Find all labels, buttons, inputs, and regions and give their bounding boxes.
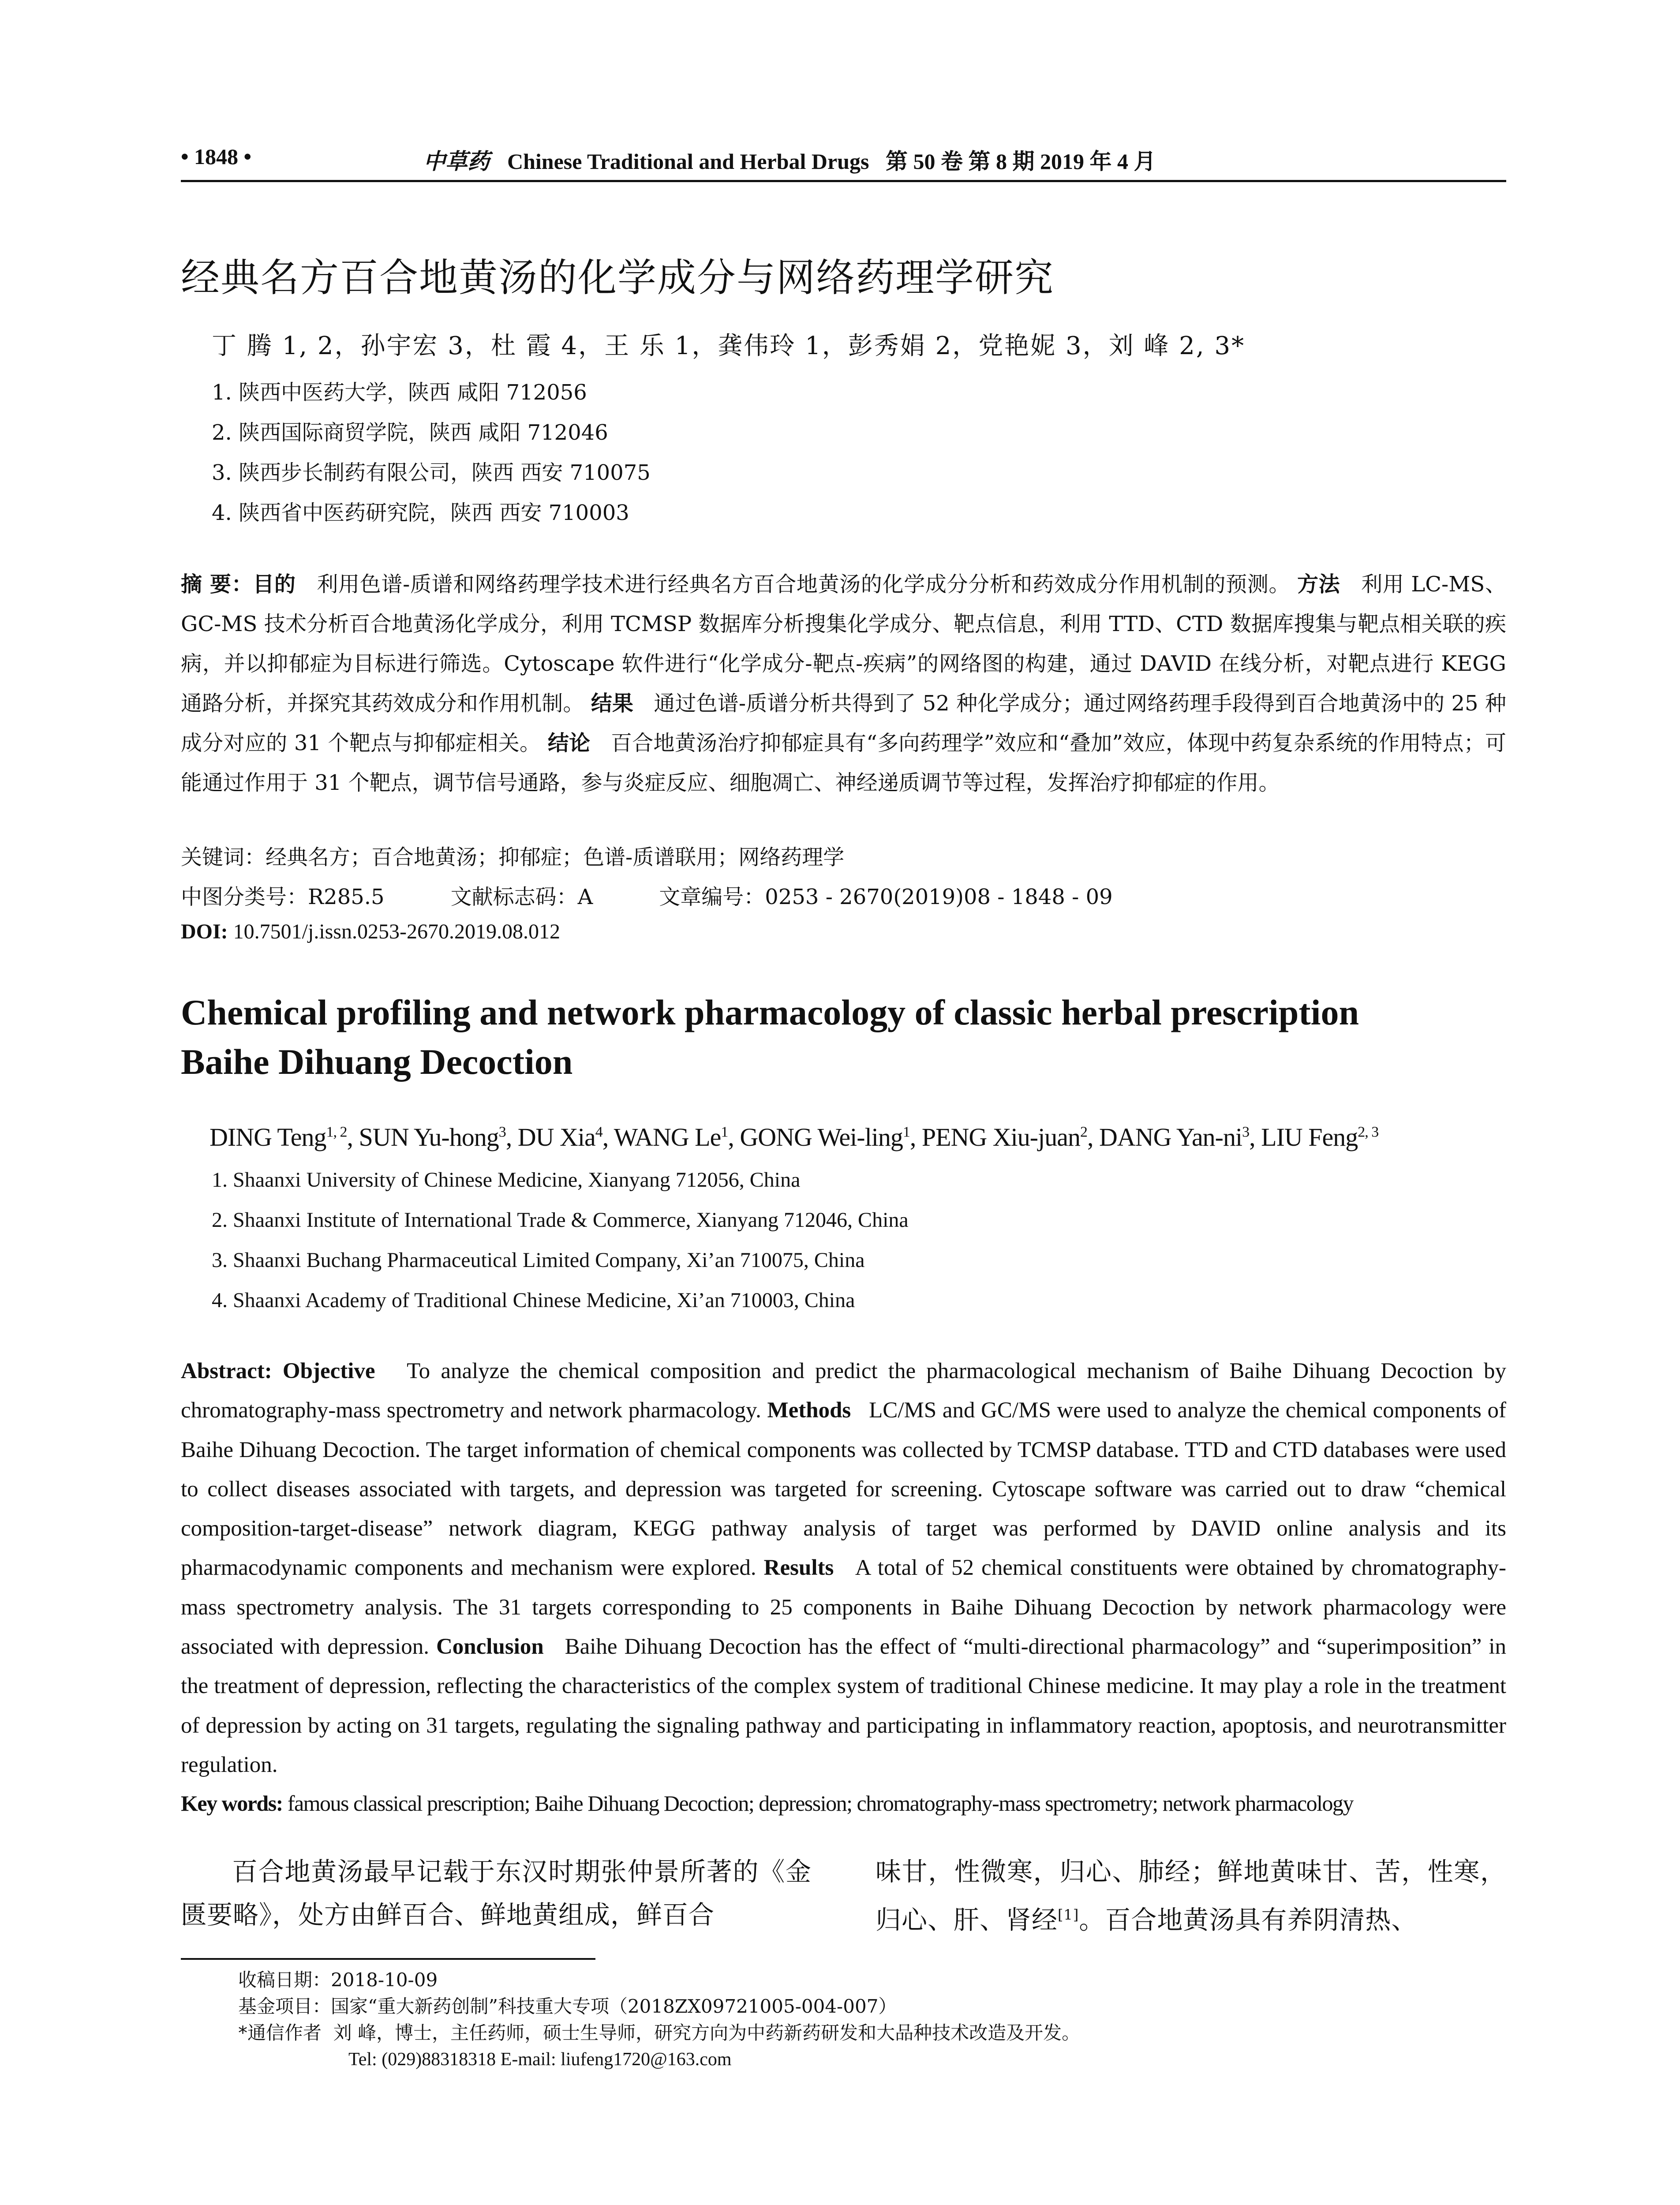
body-column-right: [876, 1850, 1506, 1941]
keywords-label: 关键词：: [181, 845, 266, 870]
title-english-line: Chemical profiling and network pharmacology of classic herbal prescription: [181, 992, 1359, 1032]
body-paragraph-tail: 。百合地黄汤具有养阴清热、: [1079, 1905, 1418, 1935]
authors-chinese: 丁 腾 1, 2，孙宇宏 3，杜 霞 4，王 乐 1，龚伟玲 1，彭秀娟 2，党艳妮 3，刘 峰 2, 3*: [212, 332, 1246, 360]
doi-line: [181, 919, 560, 944]
footnote-contact: Tel: (029)88318318 E-mail: liufeng1720@163.com: [348, 2049, 732, 2070]
keywords-english: [181, 1790, 1353, 1816]
keywords-text: famous classical prescription; Baihe Dihuang Decoction; depression; chromatography-mass spectrometry; network pharmacology: [287, 1791, 1354, 1816]
abstract-objective-label: Abstract: Objective: [181, 1359, 375, 1383]
objective-text: To analyze the chemical composition and predict the pharmacological mechanism of Baihe Dihuang Decoction by chromatography-mass spectrometry and network pharmacology.: [181, 1359, 1506, 1423]
affiliation-item: 4. 陕西省中医药研究院，陕西 西安 710003: [212, 501, 629, 525]
author-affiliation-mark: 4: [595, 1124, 602, 1140]
running-header: [181, 140, 1506, 182]
doc-code-value: A: [577, 885, 593, 909]
author-affiliation-mark: 3: [1242, 1124, 1250, 1140]
doi-label: DOI:: [181, 920, 228, 943]
title-chinese: 经典名方百合地黄汤的化学成分与网络药理学研究: [181, 255, 1055, 300]
affiliation-item: 1. Shaanxi University of Chinese Medicine, Xianyang 712056, China: [212, 1168, 801, 1192]
methods-text: 利用 LC-MS、GC-MS 技术分析百合地黄汤化学成分，利用 TCMSP 数据库分析搜集化学成分、靶点信息，利用 TTD、CTD 数据库搜集与靶点相关联的疾病，并以抑郁症为目标进行筛选。Cytoscape 软件进行“化学成分-靶点-疾病”的网络图的构建，通过 DAVID 在线分析，对靶点进行 KEGG 通路分析，并探究其药效成分和作用机制。: [181, 572, 1506, 716]
journal-header: [423, 144, 1156, 176]
affiliations-english: [212, 1160, 909, 1320]
reference-mark: [1]: [1058, 1906, 1079, 1923]
author-affiliation-mark: 1: [721, 1124, 728, 1140]
conclusion-text: Baihe Dihuang Decoction has the effect of “multi-directional pharmacology” and “superimposition” in the treatment of depression, reflecting the characteristics of the complex system of traditional Chinese medicine. It may play a role in the treatment of depression by acting on 31 targets, regulating the signaling pathway and participating in inflammatory reaction, apoptosis, and neurotransmitter regulation.: [181, 1634, 1507, 1777]
authors-english: DING Teng$^{1, 2}$, SUN Yu-hong$^3$, DU Xia$^4$, WANG Le$^1$, GONG Wei-ling$^1$, PENG Xiu-juan$^2$, DANG Yan-$ni^3$, LIU Feng$^{2, 3}$: [210, 1123, 1379, 1151]
body-paragraph: 味甘，性微寒，归心、肺经；鲜地黄味甘、苦，性寒，归心、肝、肾经: [876, 1857, 1506, 1935]
author-affiliation-mark: 3: [498, 1124, 506, 1140]
conclusion-text: 百合地黄汤治疗抑郁症具有“多向药理学”效应和“叠加”效应，体现中药复杂系统的作用特点；可能通过作用于 31 个靶点，调节信号通路，参与炎症反应、细胞凋亡、神经递质调节等过程，发挥治疗抑郁症的作用。: [181, 731, 1506, 795]
author: LIU Feng: [1261, 1123, 1358, 1151]
objective-text: 利用色谱-质谱和网络药理学技术进行经典名方百合地黄汤的化学成分分析和药效成分作用机制的预测。: [317, 572, 1291, 597]
abstract-english: [181, 1352, 1506, 1785]
author: GONG Wei-ling: [740, 1123, 903, 1151]
page-number: • 1848 •: [181, 144, 252, 169]
author-affiliation-mark: 2: [1080, 1124, 1087, 1140]
affiliation-item: 4. Shaanxi Academy of Traditional Chinese Medicine, Xi’an 710003, China: [212, 1289, 855, 1312]
author: PENG Xiu-juan: [921, 1123, 1080, 1151]
results-label: 结果: [591, 691, 634, 716]
abstract-label: 摘 要：: [181, 572, 253, 597]
footnote-fund: 基金项目：国家“重大新药创制”科技重大专项（2018ZX09721005-004-007）: [238, 1996, 897, 2017]
author: DANG Yan-ni: [1099, 1123, 1242, 1151]
footnote-received: 收稿日期：2018-10-09: [238, 1969, 438, 1991]
conclusion-label: 结论: [547, 731, 591, 755]
footnote-corresponding: *通信作者 刘 峰，博士，主任药师，硕士生导师，研究方向为中药新药研发和大品种技术改造及开发。: [238, 2022, 1081, 2044]
affiliation-item: 3. Shaanxi Buchang Pharmaceutical Limited Company, Xi’an 710075, China: [212, 1248, 865, 1272]
affiliation-item: 3. 陕西步长制药有限公司，陕西 西安 710075: [212, 460, 651, 485]
author-affiliation-mark: 2, 3: [1358, 1124, 1379, 1140]
affiliation-item: 1. 陕西中医药大学，陕西 咸阳 712056: [212, 380, 587, 405]
keywords-label: Key words:: [181, 1791, 283, 1816]
conclusion-label: Conclusion: [436, 1634, 544, 1659]
journal-logo: 中草药: [423, 148, 490, 174]
article-no-label: 文章编号：: [659, 885, 765, 909]
methods-text: LC/MS and GC/MS were used to analyze the chemical components of Baihe Dihuang Decoction. The target information of chemical components was collected by TCMSP database. TTD and CTD databases were used to collect diseases associated with targets, and depression was targeted for screening. Cytoscape software was carried out to draw “chemical composition-target-disease” network diagram, KEGG pathway analysis of target was performed by DAVID online analysis and its pharmacodynamic components and mechanism were explored.: [181, 1398, 1507, 1581]
body-column-left: [181, 1850, 812, 1936]
journal-name: Chinese Traditional and Herbal Drugs: [507, 149, 869, 174]
keywords-chinese: [181, 840, 844, 871]
keywords-text: 经典名方；百合地黄汤；抑郁症；色谱-质谱联用；网络药理学: [266, 845, 845, 870]
author: DING Teng: [210, 1123, 326, 1151]
methods-label: 方法: [1297, 572, 1340, 597]
author: SUN Yu-hong: [359, 1123, 499, 1151]
footnotes: [238, 1967, 1080, 2073]
author-affiliation-mark: 1, 2: [326, 1124, 347, 1140]
author-affiliation-mark: 1: [902, 1124, 910, 1140]
clc-value: R285.5: [308, 885, 385, 909]
body-paragraph: 百合地黄汤最早记载于东汉时期张仲景所著的《金匮要略》，处方由鲜百合、鲜地黄组成，鲜百合: [181, 1857, 812, 1930]
author: WANG Le: [614, 1123, 721, 1151]
clc-label: 中图分类号：: [181, 885, 308, 909]
methods-label: Methods: [767, 1398, 851, 1423]
doi-value: 10.7501/j.issn.0253-2670.2019.08.012: [233, 920, 561, 943]
article-no-value: 0253 - 2670(2019)08 - 1848 - 09: [765, 885, 1113, 909]
affiliation-item: 2. 陕西国际商贸学院，陕西 咸阳 712046: [212, 420, 608, 445]
abstract-chinese: [181, 564, 1506, 803]
footnote-divider: [181, 1958, 595, 1960]
objective-label: 目的: [253, 572, 296, 597]
classification-line: [181, 880, 1113, 910]
issue-info: 第 50 卷 第 8 期 2019 年 4 月: [885, 149, 1156, 174]
title-english: [181, 988, 1504, 1087]
affiliations-chinese: [212, 373, 651, 533]
doc-code-label: 文献标志码：: [450, 885, 578, 909]
results-label: Results: [763, 1555, 834, 1581]
results-text: A total of 52 chemical constituents were obtained by chromatography-mass spectrometry analysis. The 31 targets corresponding to 25 components in Baihe Dihuang Decoction by network pharmacology were associated with depression.: [181, 1555, 1506, 1659]
affiliation-item: 2. Shaanxi Institute of International Trade & Commerce, Xianyang 712046, China: [212, 1208, 909, 1232]
author: DU Xia: [517, 1123, 595, 1151]
title-english-line: Baihe Dihuang Decoction: [181, 1042, 573, 1082]
results-text: 通过色谱-质谱分析共得到了 52 种化学成分；通过网络药理手段得到百合地黄汤中的 25 种成分对应的 31 个靶点与抑郁症相关。: [181, 691, 1506, 755]
